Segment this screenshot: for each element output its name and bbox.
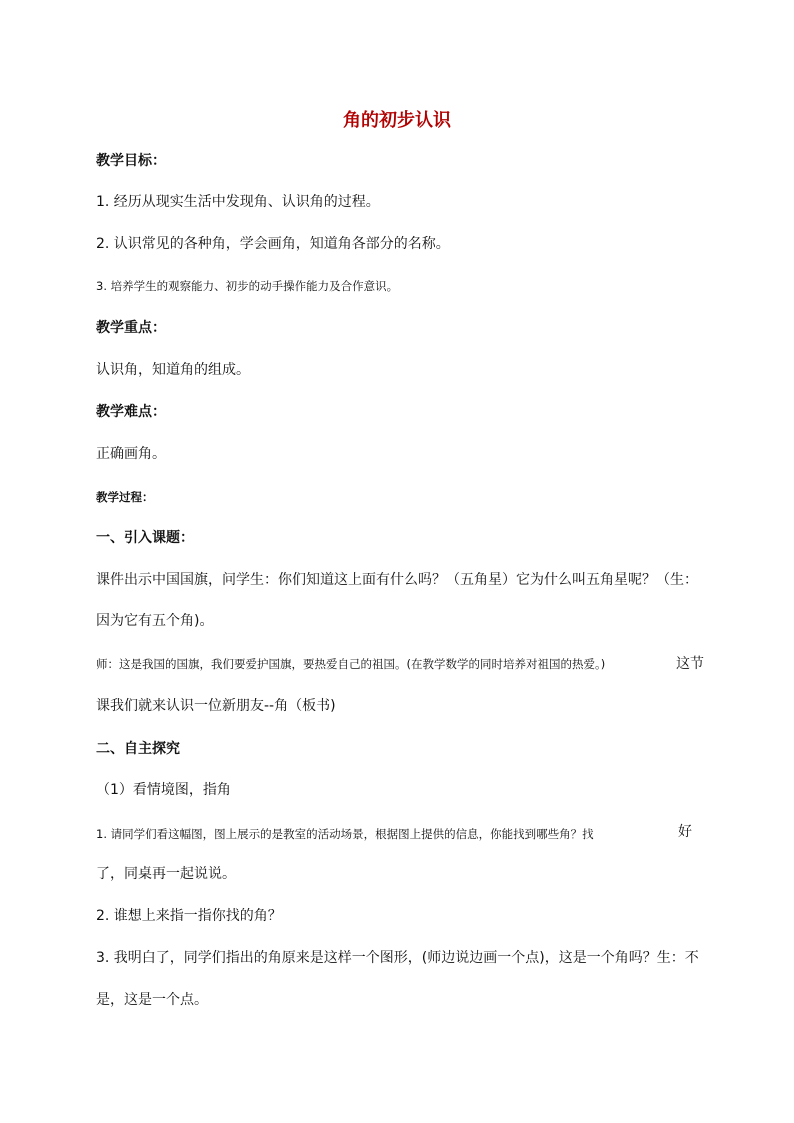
- goals-heading: 教学目标：: [96, 153, 166, 169]
- sub-section-1: （1）看情境图，指角: [96, 782, 231, 798]
- goal-3: 3. 培养学生的观察能力、初步的动手操作能力及合作意识。: [96, 279, 399, 293]
- step2: 2. 谁想上来指一指你找的角？: [96, 908, 282, 924]
- goal-2: 2. 认识常见的各种角，学会画角，知道角各部分的名称。: [96, 236, 450, 252]
- difficult-text: 正确画角。: [96, 446, 166, 462]
- step3-line2: 是，这是一个点。: [96, 992, 208, 1008]
- teacher-line2: 课我们就来认识一位新朋友--角（板书): [96, 698, 336, 714]
- process-heading: 教学过程：: [96, 490, 154, 504]
- goal-1: 1. 经历从现实生活中发现角、认识角的过程。: [96, 194, 380, 210]
- step1-line2: 了，同桌再一起说说。: [96, 866, 236, 882]
- part1-heading: 一、引入课题：: [96, 530, 194, 546]
- key-text: 认识角，知道角的组成。: [96, 362, 250, 378]
- part1-line2: 因为它有五个角)。: [96, 613, 214, 629]
- teacher-line-left: 师：这是我国的国旗，我们要爱护国旗，要热爱自己的祖国。(在教学数学的同时培养对祖国的热爱。): [96, 657, 606, 671]
- part1-line1: 课件出示中国国旗，问学生：你们知道这上面有什么吗？（五角星）它为什么叫五角星呢？（生：: [96, 572, 698, 588]
- step1-line1: 1. 请同学们看这幅图，图上展示的是教室的活动场景，根据图上提供的信息，你能找到哪些角？找: [96, 827, 594, 841]
- key-heading: 教学重点：: [96, 320, 166, 336]
- document-title: 角的初步认识: [343, 110, 451, 131]
- step3-line1: 3. 我明白了，同学们指出的角原来是这样一个图形，(师边说边画一个点)，这是一个角吗？生：不: [96, 950, 699, 966]
- teacher-line-right: 这节: [676, 656, 704, 672]
- part2-heading: 二、自主探究: [96, 741, 180, 757]
- difficult-heading: 教学难点：: [96, 404, 166, 420]
- step1-right: 好: [678, 824, 692, 840]
